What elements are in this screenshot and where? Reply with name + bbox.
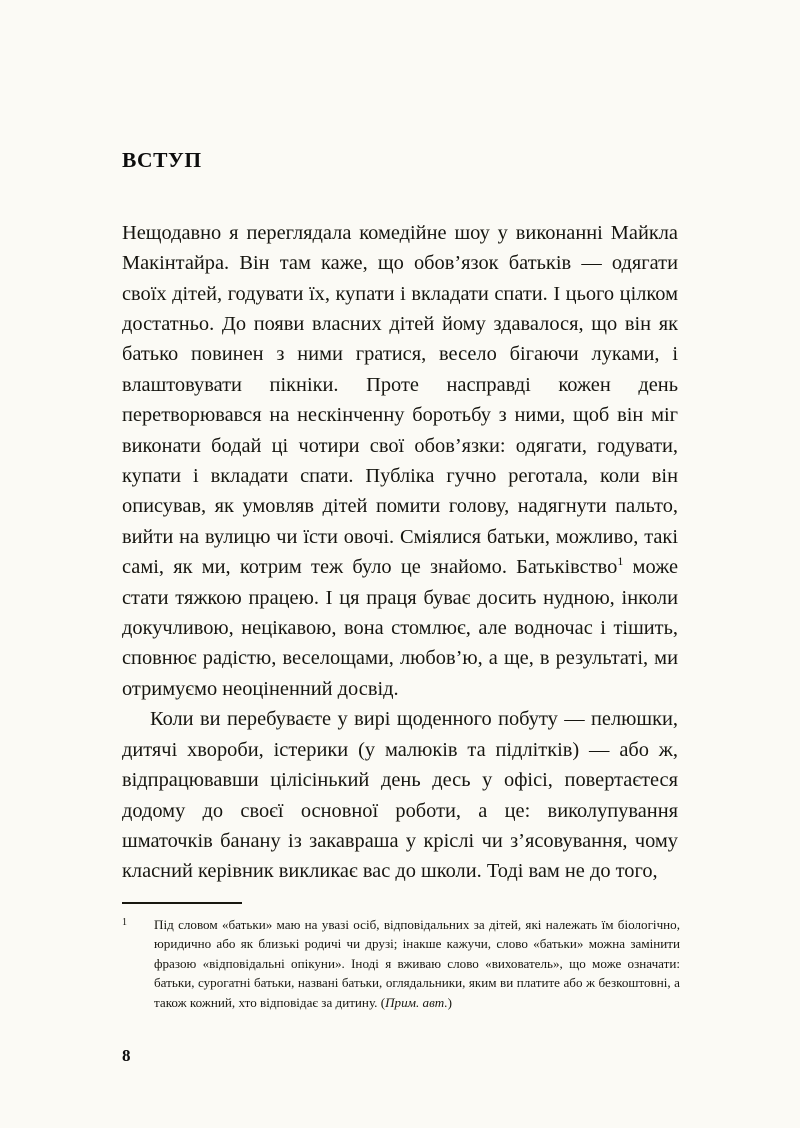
- footnote-text-part-2: ): [447, 994, 453, 1010]
- page-number: 8: [122, 1046, 131, 1065]
- page-title: ВСТУП: [122, 148, 202, 172]
- footnote-number: 1: [122, 916, 127, 928]
- footnote-text-part-1: Під словом «батьки» маю на увазі осіб, відповідальних за дітей, які належать їм біологічно, юридично або як близькі родичі чи друзі; інакше кажучи, слово «батьки» можна замінити фразою «відповідальні опікуни». Іноді я вживаю слово «вихователь», що може означати: батьки, сурогатні батьки, названі батьки, оглядальники, яким ви платите або ж безкоштовні, а також кожний, хто відповідає за дитину. (: [154, 916, 680, 1010]
- paragraph-1-text-after-footnote: може стати тяжкою працею. І ця праця буває досить нудною, інколи докучливою, нецікавою, вона стомлює, але водночас і тішить, сповнює радістю, веселощами, любов’ю, а ще, в результаті, ми отримуємо неоціненний досвід.: [122, 556, 679, 700]
- paragraph-1: [122, 218, 678, 705]
- footnote-separator-rule: [122, 902, 242, 904]
- footnote-reference-marker[interactable]: 1: [617, 554, 624, 569]
- paragraph-1-text-before-footnote: Нещодавно я переглядала комедійне шоу у виконанні Майкла Макінтайра. Він там каже, що обов’язок батьків — одягати своїх дітей, годувати їх, купати і вкладати спати. І цього цілком достатньо. До появи власних дітей йому здавалося, що він як батько повинен з ними гратися, весело бігаючи луками, і влаштовувати пікніки. Проте насправді кожен день перетворювався на нескінченну боротьбу з ними, щоб він міг виконати бодай ці чотири свої обов’язки: одягати, годувати, купати і вкладати спати. Публіка гучно реготала, коли він описував, як умовляв дітей помити голову, надягнути пальто, вийти на вулицю чи їсти овочі. Сміялися батьки, можливо, такі самі, як ми, котрим теж було це знайомо. Батьківство: [122, 221, 678, 579]
- page-content: [122, 0, 678, 887]
- body-text: [122, 218, 678, 887]
- footnote-attribution: Прим. авт.: [385, 994, 448, 1010]
- footnote-area: [122, 902, 680, 1013]
- paragraph-2: Коли ви перебуваєте у вирі щоденного побуту — пелюшки, дитячі хвороби, істерики (у малюків та підлітків) — або ж, відпрацювавши цілісінький день десь у офісі, повертаєтеся додому до своєї основної роботи, а це: виколупування шматочків банану із закавраша у кріслі чи з’ясовування, чому класний керівник викликає вас до школи. Тоді вам не до того,: [122, 708, 678, 883]
- footnote-entry: [122, 915, 680, 1013]
